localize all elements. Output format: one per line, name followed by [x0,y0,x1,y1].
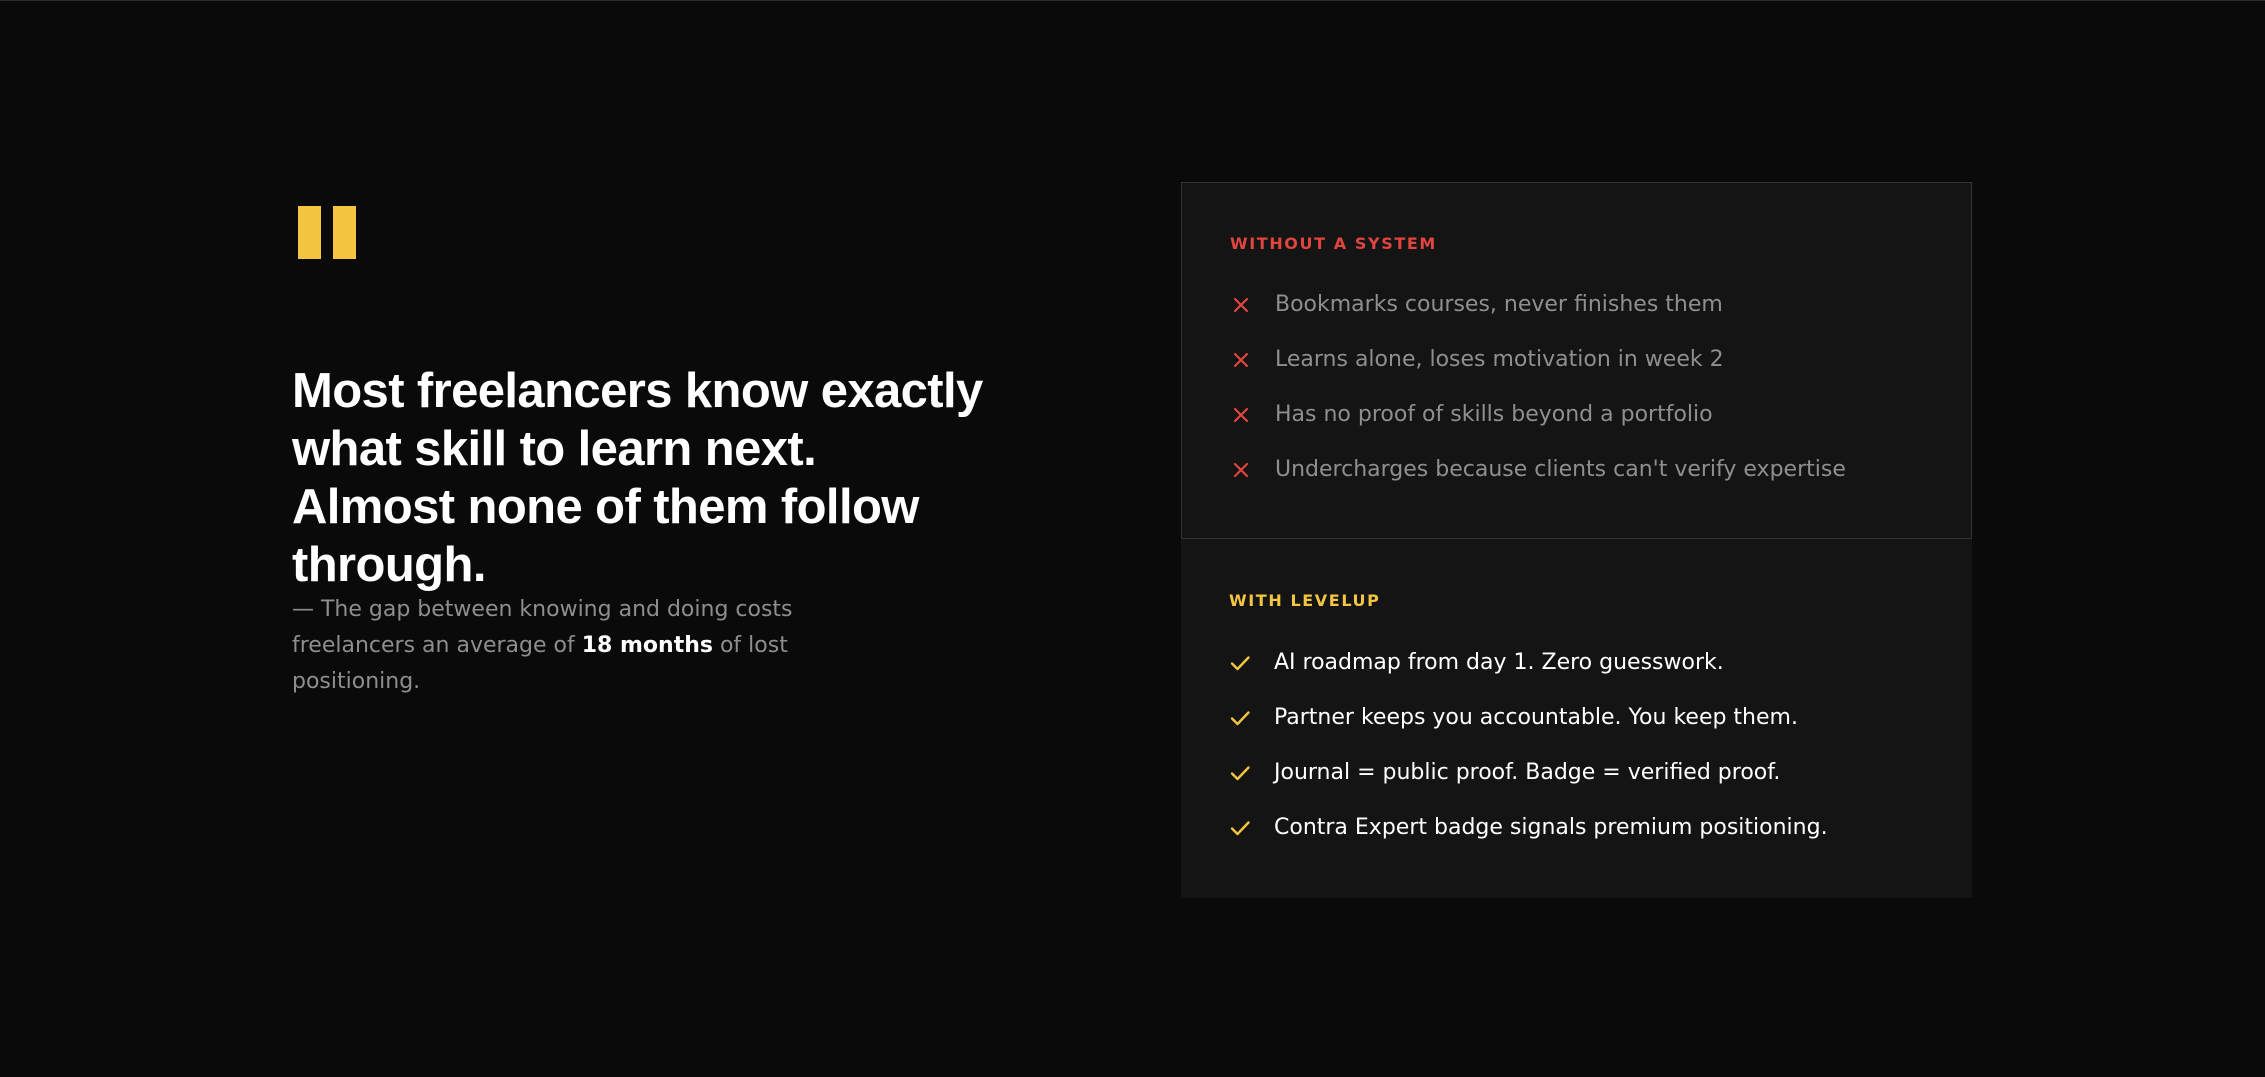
list-item [1229,745,1828,800]
headline [292,362,1052,594]
without-system-label: WITHOUT A SYSTEM [1230,234,1437,253]
list-item-text: Bookmarks courses, never finishes them [1275,292,1723,317]
caption-text-start: — The gap between knowing and doing costs freelancers an average of [292,597,793,658]
quote-icon [298,206,356,259]
without-system-list [1230,291,1846,511]
list-item [1230,277,1846,332]
headline-line-2: what skill to learn next. [292,422,817,476]
caption-text-end: of lost positioning. [292,633,788,694]
headline-line-4: through. [292,538,486,592]
headline-line-3: Almost none of them follow [292,480,919,534]
list-item-text: Learns alone, loses motivation in week 2 [1275,347,1724,372]
x-icon [1230,349,1252,371]
check-icon [1229,817,1251,839]
caption-highlight: 18 months [581,633,713,658]
caption [292,592,812,700]
with-levelup-card [1181,539,1972,898]
list-item-text: AI roadmap from day 1. Zero guesswork. [1274,650,1724,675]
x-icon [1230,404,1252,426]
list-item [1230,387,1846,442]
with-levelup-label: WITH LEVELUP [1229,591,1381,610]
x-icon [1230,459,1252,481]
check-icon [1229,707,1251,729]
list-item-text: Partner keeps you accountable. You keep them. [1274,705,1798,730]
list-item [1230,332,1846,387]
list-item-text: Undercharges because clients can't verify expertise [1275,457,1846,482]
list-item [1229,635,1828,690]
list-item-text: Has no proof of skills beyond a portfolio [1275,402,1713,427]
list-item-text: Journal = public proof. Badge = verified proof. [1274,760,1781,785]
check-icon [1229,762,1251,784]
with-levelup-list [1229,649,1828,869]
list-item [1229,690,1828,745]
top-divider [0,0,2265,1]
list-item-text: Contra Expert badge signals premium positioning. [1274,815,1828,840]
headline-line-1: Most freelancers know exactly [292,364,983,418]
list-item [1230,442,1846,497]
without-system-card [1181,182,1972,539]
x-icon [1230,294,1252,316]
check-icon [1229,652,1251,674]
list-item [1229,800,1828,855]
